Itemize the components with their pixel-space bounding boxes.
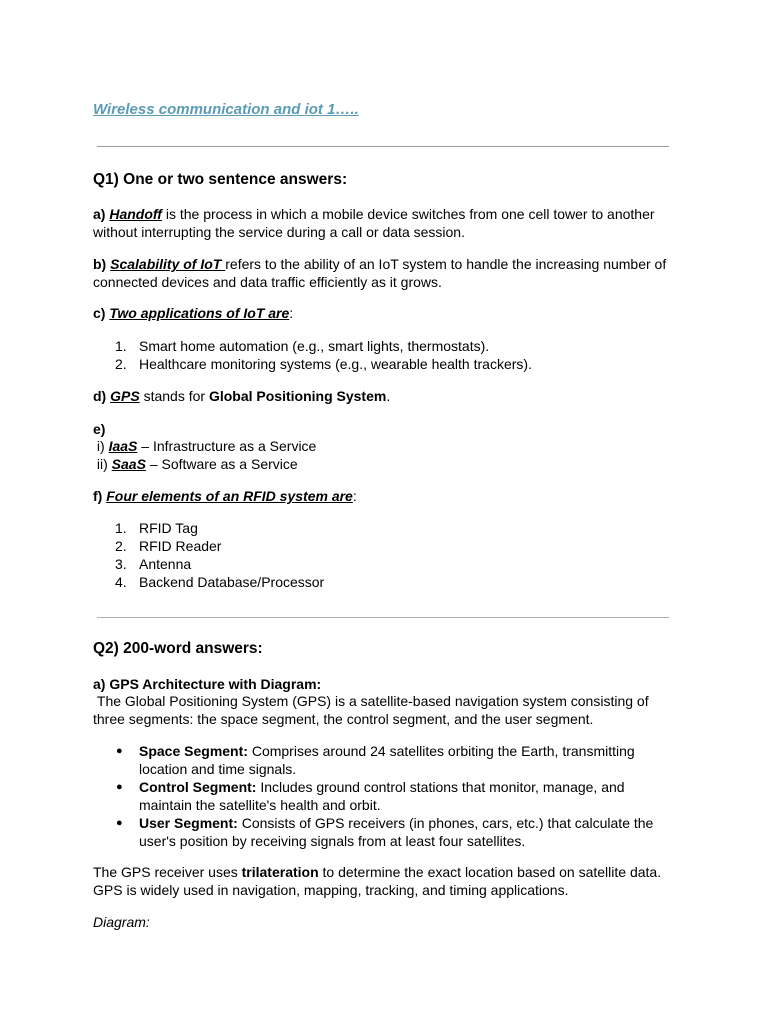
list-item: ● Space Segment: Comprises around 24 satellites orbiting the Earth, transmitting location and time signals. <box>116 743 635 777</box>
q1-heading: Q1) One or two sentence answers: <box>93 171 348 188</box>
answer-d-suffix: . <box>386 388 391 404</box>
document-title[interactable]: Wireless communication and iot 1….. <box>93 101 359 118</box>
answer-b-text: refers to the ability of an IoT system to handle the increasing number of connected devices and data traffic efficiently as it grows. <box>93 256 667 290</box>
answer-d <box>93 387 390 405</box>
answer-c <box>93 304 293 322</box>
answer-e-prefix: e) <box>93 421 106 437</box>
gps-segments-list <box>93 742 673 850</box>
diagram-label: Diagram: <box>93 914 150 930</box>
answer-a-text: is the process in which a mobile device switches from one cell tower to another without interrupting the service during a call or data session. <box>93 206 655 240</box>
gps-receiver-paragraph: The GPS receiver uses trilateration to determine the exact location based on satellite data. GPS is widely used in navigation, mapping, tracking, and timing applications. <box>93 864 662 898</box>
saas-term: SaaS <box>111 456 146 472</box>
q2-heading: Q2) 200-word answers: <box>93 640 263 657</box>
gps-architecture-title: a) GPS Architecture with Diagram: <box>93 676 322 692</box>
answer-c-term: Two applications of IoT are <box>109 305 290 321</box>
document-page: Wireless communication and iot 1….. Q1) One or two sentence answers: a) Handoff is the process in which a mobile device switches from one cell tower to another without interrupting the service during a call or data session. b) Scalability of IoT refers to the ability of an IoT system to handle the increasing number of connected devices and data traffic efficiently as it grows. c) Two applications of IoT are: 1. Smart home automation (e.g., smart lights, thermostats). 2. Healthcare monitoring systems (e.g., wearable health trackers). d) GPS stands for Global Positioning System. e) i) IaaS – Infrastructure as a Service ii) SaaS – Software as a Service f) Four elements of an RFID system are: 1. RFID Tag 2. RFID Reader 3. Antenna 4. Backend Database/Processor Q2) 200-word answers: a) GPS Architecture with Diagram: The Global Positioning System (GPS) is a satellite-based navigation system consisting of three segments: the space segment, the control segment, and the user segment. ● Space Segment: Comprises around 24 satellites orbiting the Earth, transmitting location and time signals. ● Control Segment: Includes ground control stations that monitor, manage, and maintain the satellite's health and orbit. ● User Segment: Consists of GPS receivers (in phones, cars, etc.) that calculate the user's position by receiving signals from at least four satellites. The GPS receiver uses trilateration to determine the exact location based on satellite data. GPS is widely used in navigation, mapping, tracking, and timing applications. Diagram: <box>0 0 768 1024</box>
answer-b-term: Scalability of IoT <box>110 256 226 272</box>
answer-c-prefix: c) <box>93 305 110 321</box>
answer-a-prefix: a) <box>93 206 110 222</box>
answer-f-prefix: f) <box>93 488 107 504</box>
answer-f <box>93 487 357 505</box>
answer-e-i: i) IaaS – Infrastructure as a Service <box>93 438 317 454</box>
list-item: ● User Segment: Consists of GPS receivers (in phones, cars, etc.) that calculate the user's position by receiving signals from at least four satellites. <box>116 815 654 849</box>
answer-d-middle: stands for <box>139 388 209 404</box>
answer-e-ii: ii) SaaS – Software as a Service <box>93 456 298 472</box>
answer-f-suffix: : <box>352 488 357 504</box>
answer-a-term: Handoff <box>109 206 162 222</box>
gps-intro: The Global Positioning System (GPS) is a satellite-based navigation system consisting of three segments: the space segment, the control segment, and the user segment. <box>93 693 653 727</box>
answer-d-prefix: d) <box>93 388 111 404</box>
horizontal-rule <box>97 617 669 618</box>
iaas-term: IaaS <box>108 438 138 454</box>
horizontal-rule <box>97 146 669 147</box>
answer-f-term: Four elements of an RFID system are <box>106 488 353 504</box>
answer-b <box>93 255 683 291</box>
answer-a <box>93 205 683 241</box>
answer-d-term: GPS <box>110 388 140 404</box>
answer-d-bold: Global Positioning System <box>208 388 387 404</box>
answer-b-prefix: b) <box>93 256 111 272</box>
answer-c-suffix: : <box>289 305 294 321</box>
trilateration-term: trilateration <box>241 864 319 880</box>
list-item: ● Control Segment: Includes ground control stations that monitor, manage, and maintain the satellite's health and orbit. <box>116 779 625 813</box>
